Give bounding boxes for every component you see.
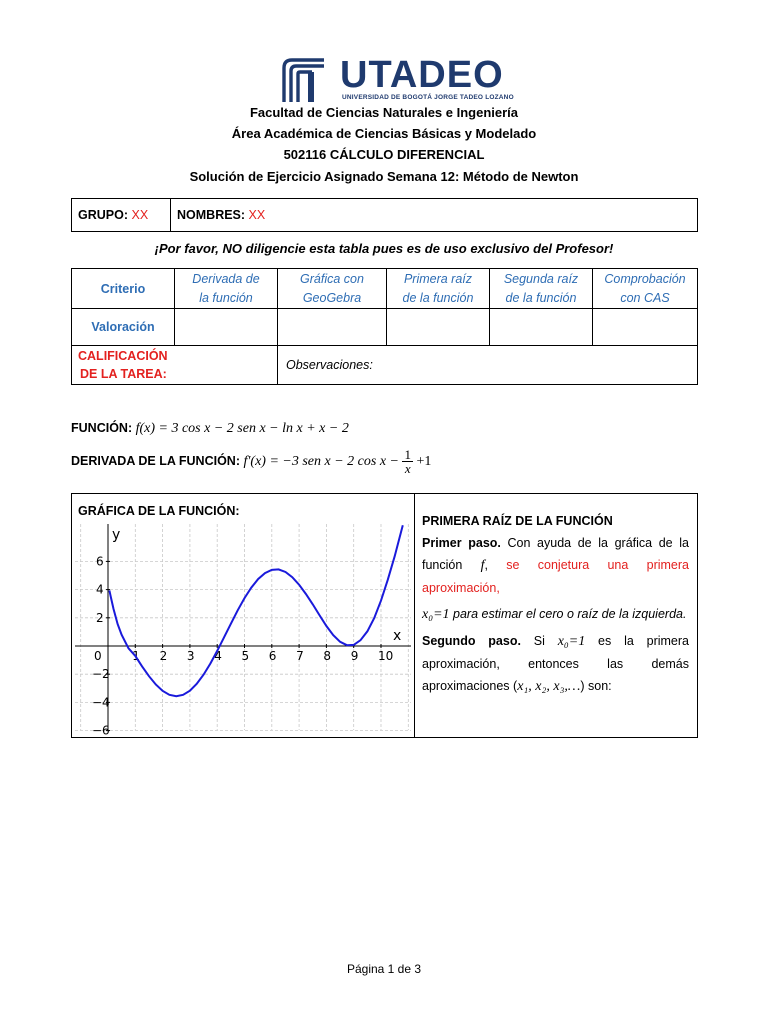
utadeo-logo (276, 50, 514, 110)
derivative-expression: f′(x) = −3 sen x − 2 cos x − (243, 453, 399, 469)
criterion-graph: Gráfica con GeoGebra (278, 269, 387, 309)
page-footer: Página 1 de 3 (346, 962, 422, 976)
graph-title: GRÁFICA DE LA FUNCIÓN: (78, 504, 240, 518)
group-names-table (71, 198, 698, 232)
names-value: XX (248, 208, 266, 222)
x-tick-label: 4 (214, 649, 222, 663)
score-cell (387, 309, 490, 346)
function-curve (109, 525, 402, 696)
score-cell (175, 309, 278, 346)
graph-and-root-table (71, 493, 698, 738)
first-root-cell (415, 494, 698, 738)
exercise-title: Solución de Ejercicio Asignado Semana 12: Método de Newton (189, 169, 579, 184)
names-label: NOMBRES: (177, 208, 246, 222)
logo-subtitle: UNIVERSIDAD DE BOGOTÁ JORGE TADEO LOZANO (342, 94, 514, 101)
second-step-paragraph: Segundo paso. Si x₀=1 es la primera aproximación, entonces las demás aproximaciones (x₁, x₂, x₃,…) son: (422, 634, 689, 694)
x-tick-label: 2 (159, 649, 168, 663)
score-cell (593, 309, 698, 346)
derivative-label: DERIVADA DE LA FUNCIÓN: (71, 453, 240, 468)
y-tick-label: 6 (96, 554, 104, 569)
area-title: Área Académica de Ciencias Básicas y Modelado (231, 126, 537, 141)
y-tick-label: −2 (92, 667, 110, 682)
x-tick-label: 1 (132, 649, 140, 663)
evaluation-table (71, 268, 698, 385)
first-root-title: PRIMERA RAÍZ DE LA FUNCIÓN (422, 514, 613, 528)
derivative-line (71, 448, 431, 475)
y-tick-label: −4 (92, 695, 110, 710)
graph-cell (72, 494, 415, 738)
derivative-tail: +1 (416, 453, 432, 469)
valoracion-label: Valoración (72, 309, 175, 346)
x-tick-label: 9 (350, 649, 359, 663)
y-axis-label: y (112, 527, 121, 543)
x-tick-label: 0 (94, 649, 102, 663)
x-tick-label: 3 (186, 649, 195, 663)
score-cell (278, 309, 387, 346)
function-graph (75, 524, 411, 738)
x-tick-label: 5 (241, 649, 250, 663)
first-step-paragraph: Primer paso. Con ayuda de la gráfica de la función f, se conjetura una primera aproximación, (422, 536, 689, 595)
faculty-title: Facultad de Ciencias Naturales e Ingeniería (249, 105, 519, 120)
logo-emblem-icon (280, 56, 326, 104)
names-cell (171, 199, 698, 232)
function-label: FUNCIÓN: (71, 421, 133, 435)
derivative-fraction: $\frac{1}{x}$ (404, 447, 411, 476)
function-line (71, 421, 349, 437)
function-expression: f(x) = 3 cos x − 2 sen x − ln x + x − 2 (135, 421, 349, 436)
group-cell (72, 199, 171, 232)
criterion-derivative: Derivada de la función (175, 269, 278, 309)
calificacion-label: CALIFICACIÓN DE LA TAREA: (72, 346, 278, 385)
y-tick-label: 4 (96, 582, 104, 597)
criterio-header: Criterio (72, 269, 175, 309)
criterion-first-root: Primera raíz de la función (387, 269, 490, 309)
criterion-cas-check: Comprobación con CAS (593, 269, 698, 309)
score-cell (490, 309, 593, 346)
x-axis-label: x (393, 628, 402, 644)
teacher-only-notice: ¡Por favor, NO diligencie esta tabla pues es de uso exclusivo del Profesor! (154, 241, 614, 256)
x-tick-label: 6 (268, 649, 277, 663)
initial-guess-paragraph: x₀=1 para estimar el cero o raíz de la izquierda. (422, 607, 687, 622)
criterion-second-root: Segunda raíz de la función (490, 269, 593, 309)
group-label: GRUPO: (78, 208, 128, 222)
group-value: XX (131, 208, 149, 222)
x-tick-label: 10 (378, 649, 394, 663)
y-tick-label: 2 (96, 610, 104, 625)
course-title: 502116 CÁLCULO DIFERENCIAL (283, 147, 485, 162)
x-tick-label: 7 (296, 649, 304, 663)
y-tick-label: −6 (92, 723, 110, 738)
x-tick-label: 8 (323, 649, 332, 663)
observaciones-cell: Observaciones: (278, 346, 698, 385)
logo-wordmark: UTADEO (340, 54, 504, 96)
